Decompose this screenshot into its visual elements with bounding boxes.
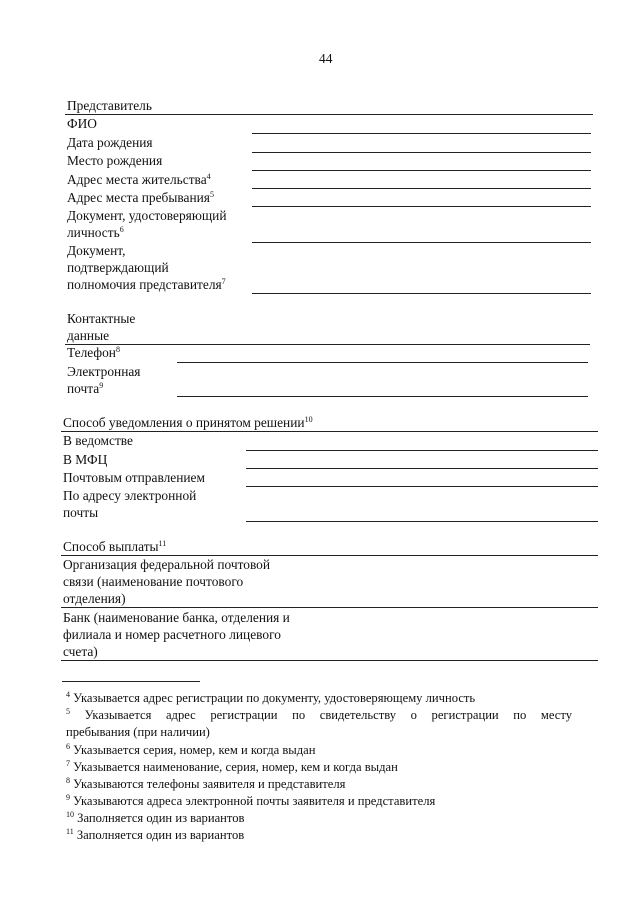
footnote-ref-10: 10: [304, 415, 313, 424]
authority-doc-label-line1: Документ,: [67, 243, 126, 258]
stay-address-field[interactable]: [252, 206, 591, 207]
footnote-ref-6: 6: [119, 225, 124, 234]
footnotes-separator: [62, 681, 200, 682]
bank-label-line2: филиала и номер расчетного лицевого: [63, 627, 281, 642]
footnote-ref-5: 5: [209, 190, 214, 199]
representative-heading-rule: [65, 114, 593, 115]
footnote-text: Указываются адреса электронной почты заявителя и представителя: [73, 794, 436, 808]
footnote-num: 11: [66, 827, 74, 836]
notification-heading-rule: [61, 431, 598, 432]
footnote-text: Указываются телефоны заявителя и представителя: [73, 777, 346, 791]
footnote-ref-11: 11: [158, 539, 167, 548]
email-label-line1: Электронная: [67, 364, 141, 379]
id-document-text: личность: [67, 225, 120, 240]
notification-heading: [63, 414, 313, 431]
footnote-5: [66, 707, 572, 724]
stay-address-text: Адрес места пребывания: [67, 190, 210, 205]
email-text: почта: [67, 381, 100, 396]
footnote-num: 6: [66, 742, 70, 751]
residence-address-field[interactable]: [252, 188, 591, 189]
phone-label: [67, 344, 120, 361]
email-field[interactable]: [177, 396, 588, 397]
footnote-4: [66, 690, 586, 707]
footnote-num: 7: [66, 759, 70, 768]
in-office-label: В ведомстве: [63, 433, 133, 448]
footnote-5-continued: [66, 724, 586, 742]
by-email-label-line2: почты: [63, 505, 99, 520]
footnote-9: [66, 793, 586, 810]
authority-doc-text: полномочия представителя: [67, 277, 222, 292]
footnote-text: Указывается серия, номер, кем и когда выдан: [73, 743, 316, 757]
bank-label-line1: Банк (наименование банка, отделения и: [63, 610, 290, 625]
stay-address-label: [67, 189, 214, 206]
post-field[interactable]: [61, 607, 598, 608]
birth-place-label: Место рождения: [67, 153, 163, 168]
residence-address-label: [67, 171, 211, 188]
contacts-heading-line1: Контактные: [67, 311, 136, 326]
footnote-10: [66, 810, 586, 827]
id-document-label-line1: Документ, удостоверяющий: [67, 208, 227, 223]
footnote-8: [66, 776, 586, 793]
contacts-heading-rule: [65, 344, 590, 345]
footnote-text: Указывается наименование, серия, номер, кем и когда выдан: [73, 760, 398, 774]
footnote-num: 4: [66, 690, 70, 699]
footnote-num: 10: [66, 810, 74, 819]
footnote-text: Заполняется один из вариантов: [76, 828, 245, 842]
in-mfc-label: В МФЦ: [63, 452, 108, 467]
by-email-field[interactable]: [246, 521, 598, 522]
representative-heading: Представитель: [67, 98, 152, 113]
footnote-6: [66, 742, 586, 759]
footnote-text: Указывается адрес регистрации по документу, удостоверяющему личность: [73, 691, 476, 705]
notification-heading-text: Способ уведомления о принятом решении: [63, 415, 305, 430]
by-mail-field[interactable]: [246, 486, 598, 487]
birth-place-field[interactable]: [252, 170, 591, 171]
birth-date-field[interactable]: [252, 152, 591, 153]
payment-heading-text: Способ выплаты: [63, 539, 159, 554]
footnote-text: Заполняется один из вариантов: [77, 811, 245, 825]
fio-label: ФИО: [67, 116, 97, 131]
footnote-num: 8: [66, 776, 70, 785]
authority-doc-label-line3: [67, 276, 226, 293]
birth-date-label: Дата рождения: [67, 135, 153, 150]
id-document-label-line2: [67, 224, 124, 241]
by-email-label-line1: По адресу электронной: [63, 488, 197, 503]
footnote-ref-7: 7: [221, 277, 226, 286]
bank-label-line3: счета): [63, 644, 98, 659]
contacts-heading-line2: данные: [67, 328, 110, 343]
in-office-field[interactable]: [246, 450, 598, 451]
post-label-line1: Организация федеральной почтовой: [63, 557, 271, 572]
phone-field[interactable]: [177, 362, 588, 363]
footnote-ref-4: 4: [206, 172, 211, 181]
footnote-text: пребывания (при наличии): [66, 725, 210, 739]
payment-heading: [63, 538, 166, 555]
email-label-line2: [67, 380, 103, 397]
bank-field[interactable]: [61, 660, 598, 661]
post-label-line3: отделения): [63, 591, 126, 606]
footnote-num: 9: [66, 793, 70, 802]
authority-doc-field[interactable]: [252, 293, 591, 294]
in-mfc-field[interactable]: [246, 468, 598, 469]
id-document-field[interactable]: [252, 242, 591, 243]
footnote-text: Указывается адрес регистрации по свидетельству о регистрации по месту: [84, 708, 572, 722]
footnote-11: [66, 827, 586, 844]
footnote-num: 5: [66, 707, 70, 716]
phone-text: Телефон: [67, 345, 116, 360]
authority-doc-label-line2: подтверждающий: [67, 260, 169, 275]
post-label-line2: связи (наименование почтового: [63, 574, 244, 589]
footnote-7: [66, 759, 586, 776]
page-number: 44: [319, 51, 333, 66]
footnote-ref-9: 9: [99, 381, 104, 390]
footnote-ref-8: 8: [115, 345, 120, 354]
footnotes: [66, 690, 586, 844]
by-mail-label: Почтовым отправлением: [63, 470, 205, 485]
fio-field[interactable]: [252, 133, 591, 134]
residence-address-text: Адрес места жительства: [67, 172, 207, 187]
